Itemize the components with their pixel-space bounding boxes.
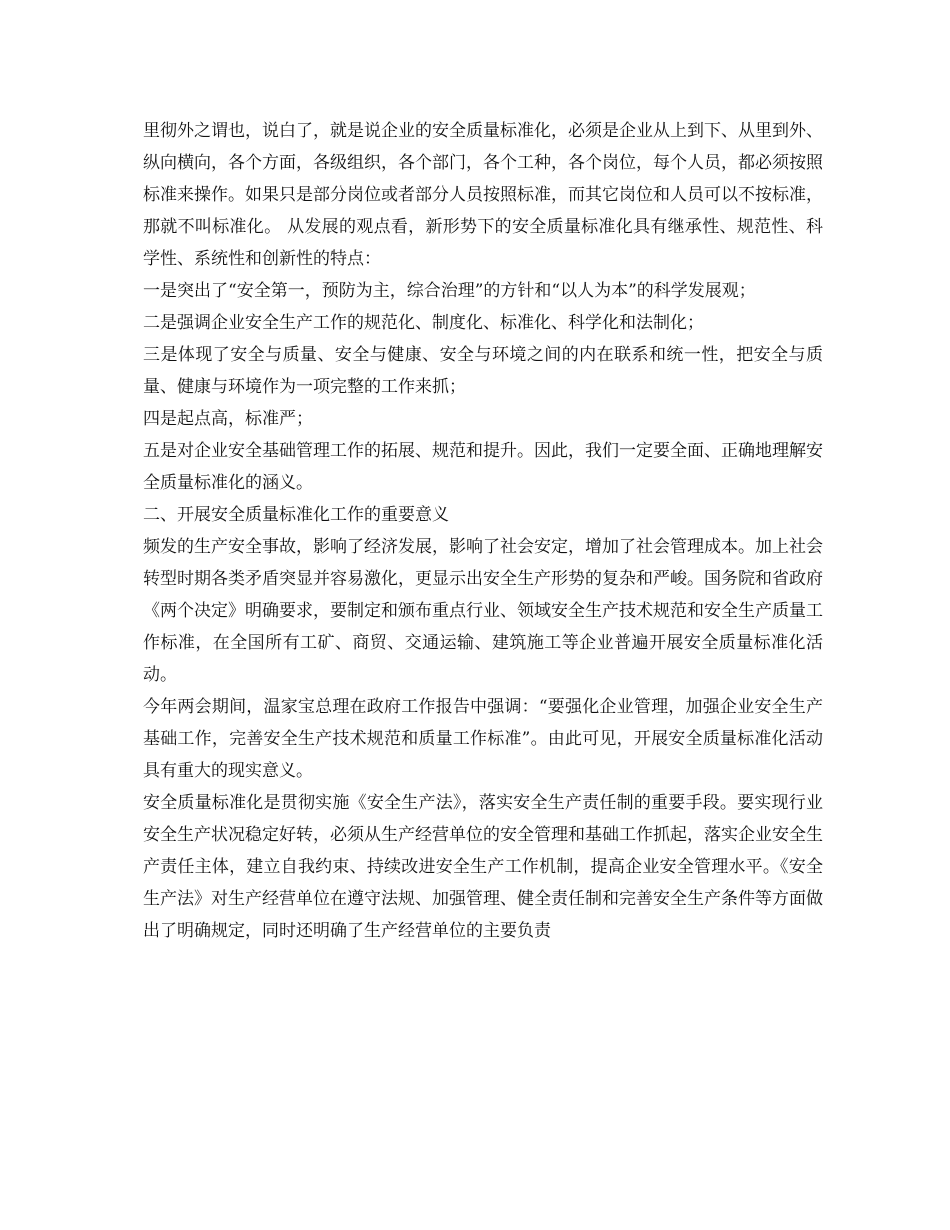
paragraph-2: 一是突出了“安全第一，预防为主，综合治理”的方针和“以人为本”的科学发展观； xyxy=(143,281,756,301)
paragraph-3: 二是强调企业安全生产工作的规范化、制度化、标准化、科学化和法制化； xyxy=(143,313,704,333)
paragraph-7: 频发的生产安全事故，影响了经济发展，影响了社会安定，增加了社会管理成本。加上社会转型时期各类矛盾突显并容易激化，更显示出安全生产形势的复杂和严峻。国务院和省政府《两个决定》明确要求，要制定和颁布重点行业、领域安全生产技术规范和安全生产质量工作标准，在全国所有工矿、商贸、交通运输、建筑施工等企业普遍开展安全质量标准化活动。 xyxy=(143,537,823,685)
paragraph-9: 安全质量标准化是贯彻实施《安全生产法》，落实安全生产责任制的重要手段。要实现行业安全生产状况稳定好转，必须从生产经营单位的安全管理和基础工作抓起，落实企业安全生产责任主体，建立自我约束、持续改进安全生产工作机制，提高企业安全管理水平。《安全生产法》对生产经营单位在遵守法规、加强管理、健全责任制和完善安全生产条件等方面做出了明确规定，同时还明确了生产经营单位的主要负责 xyxy=(143,793,823,941)
paragraph-8: 今年两会期间，温家宝总理在政府工作报告中强调：“要强化企业管理，加强企业安全生产基础工作，完善安全生产技术规范和质量工作标准”。由此可见，开展安全质量标准化活动具有重大的现实意义。 xyxy=(143,697,823,781)
paragraph-1: 里彻外之谓也，说白了，就是说企业的安全质量标准化，必须是企业从上到下、从里到外、纵向横向，各个方面，各级组织，各个部门，各个工种，各个岗位，每个人员，都必须按照标准来操作。如果只是部分岗位或者部分人员按照标准，而其它岗位和人员可以不按标准，那就不叫标准化。 从发展的观点看，新形势下的安全质量标准化具有继承性、规范性、科学性、系统性和创新性的特点： xyxy=(143,121,823,269)
document-body xyxy=(143,115,823,947)
paragraph-4: 三是体现了安全与质量、安全与健康、安全与环境之间的内在联系和统一性，把安全与质量、健康与环境作为一项完整的工作来抓； xyxy=(143,345,823,397)
section-heading: 二、开展安全质量标准化工作的重要意义 xyxy=(143,505,449,525)
paragraph-6: 五是对企业安全基础管理工作的拓展、规范和提升。因此，我们一定要全面、正确地理解安全质量标准化的涵义。 xyxy=(143,441,823,493)
paragraph-5: 四是起点高，标准严； xyxy=(143,409,313,429)
